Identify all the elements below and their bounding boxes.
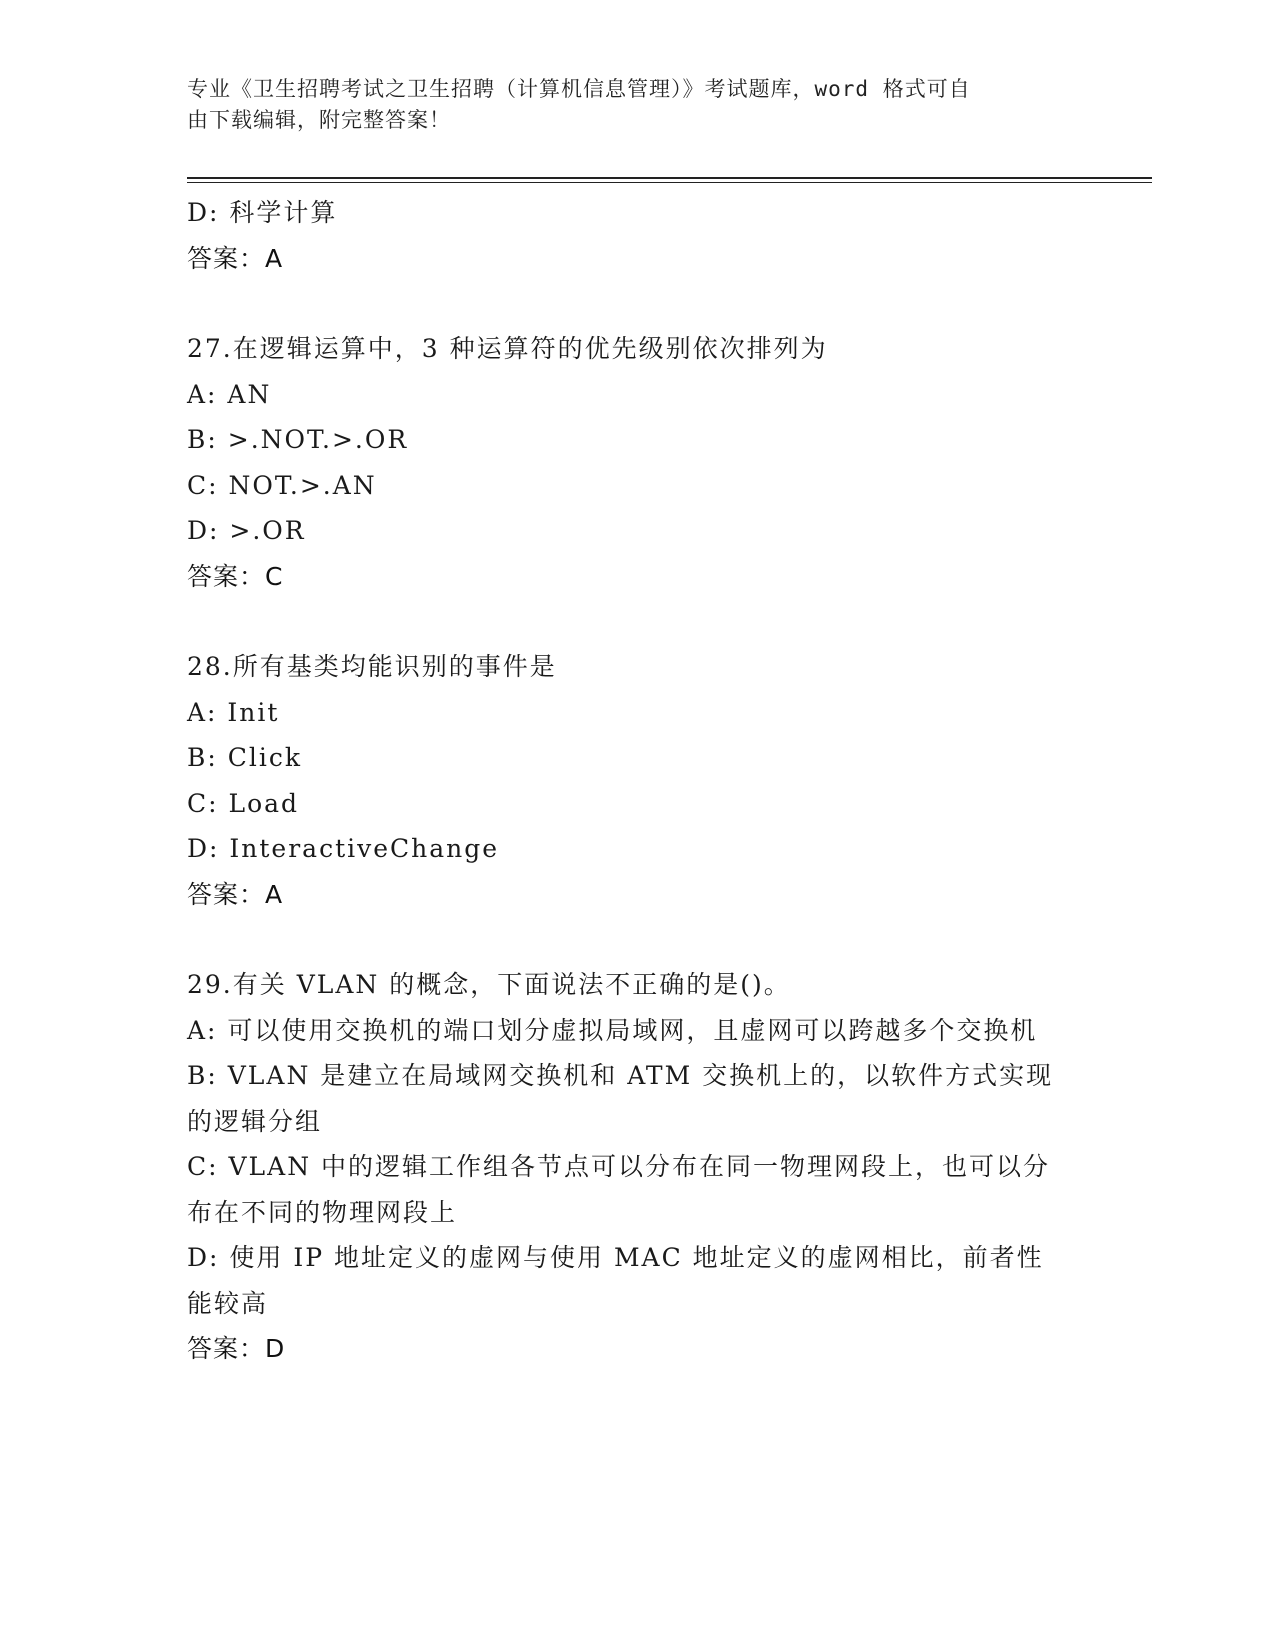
option-b: B: Click — [187, 743, 303, 772]
answer-line: 答案：A — [187, 879, 284, 909]
option-a: A: Init — [187, 697, 280, 727]
option-d: D: InteractiveChange — [187, 834, 500, 863]
question-stem: 29.有关 VLAN 的概念，下面说法不正确的是()。 — [187, 970, 791, 999]
option-c: C: Load — [187, 788, 300, 818]
question-29 — [187, 962, 1087, 1372]
option-d: D: 使用 IP 地址定义的虚网与使用 MAC 地址定义的虚网相比，前者性能较高 — [187, 1243, 1044, 1318]
prev-question-tail — [187, 190, 1087, 281]
question-list — [187, 190, 1087, 1372]
option-a: A: AN — [187, 379, 272, 409]
spacer — [187, 917, 1087, 962]
page-header — [187, 74, 1087, 136]
option-b: B: VLAN 是建立在局域网交换机和 ATM 交换机上的，以软件方式实现的逻辑分组 — [187, 1061, 1054, 1136]
option-c: C: NOT.>.AN — [187, 470, 377, 500]
question-28 — [187, 644, 1087, 917]
header-line-1: 专业《卫生招聘考试之卫生招聘（计算机信息管理）》考试题库，word 格式可自 — [187, 77, 971, 101]
question-stem: 27.在逻辑运算中，3 种运算符的优先级别依次排列为 — [187, 334, 828, 363]
header-line-2: 由下载编辑，附完整答案！ — [187, 108, 451, 132]
option-d: D: >.OR — [187, 516, 306, 545]
header-divider-thick — [187, 177, 1152, 179]
spacer — [187, 599, 1087, 644]
question-stem: 28.所有基类均能识别的事件是 — [187, 652, 557, 681]
answer-line: 答案：C — [187, 561, 284, 591]
answer-line: 答案：D — [187, 1334, 286, 1363]
question-27 — [187, 326, 1087, 599]
option-a: A: 可以使用交换机的端口划分虚拟局域网，且虚网可以跨越多个交换机 — [187, 1015, 1038, 1045]
answer-line: 答案：A — [187, 243, 284, 273]
spacer — [187, 281, 1087, 326]
option-d: D: 科学计算 — [187, 198, 338, 227]
option-b: B: >.NOT.>.OR — [187, 425, 409, 454]
option-c: C: VLAN 中的逻辑工作组各节点可以分布在同一物理网段上，也可以分布在不同的物理网段上 — [187, 1152, 1051, 1227]
header-divider-thin — [187, 182, 1152, 183]
